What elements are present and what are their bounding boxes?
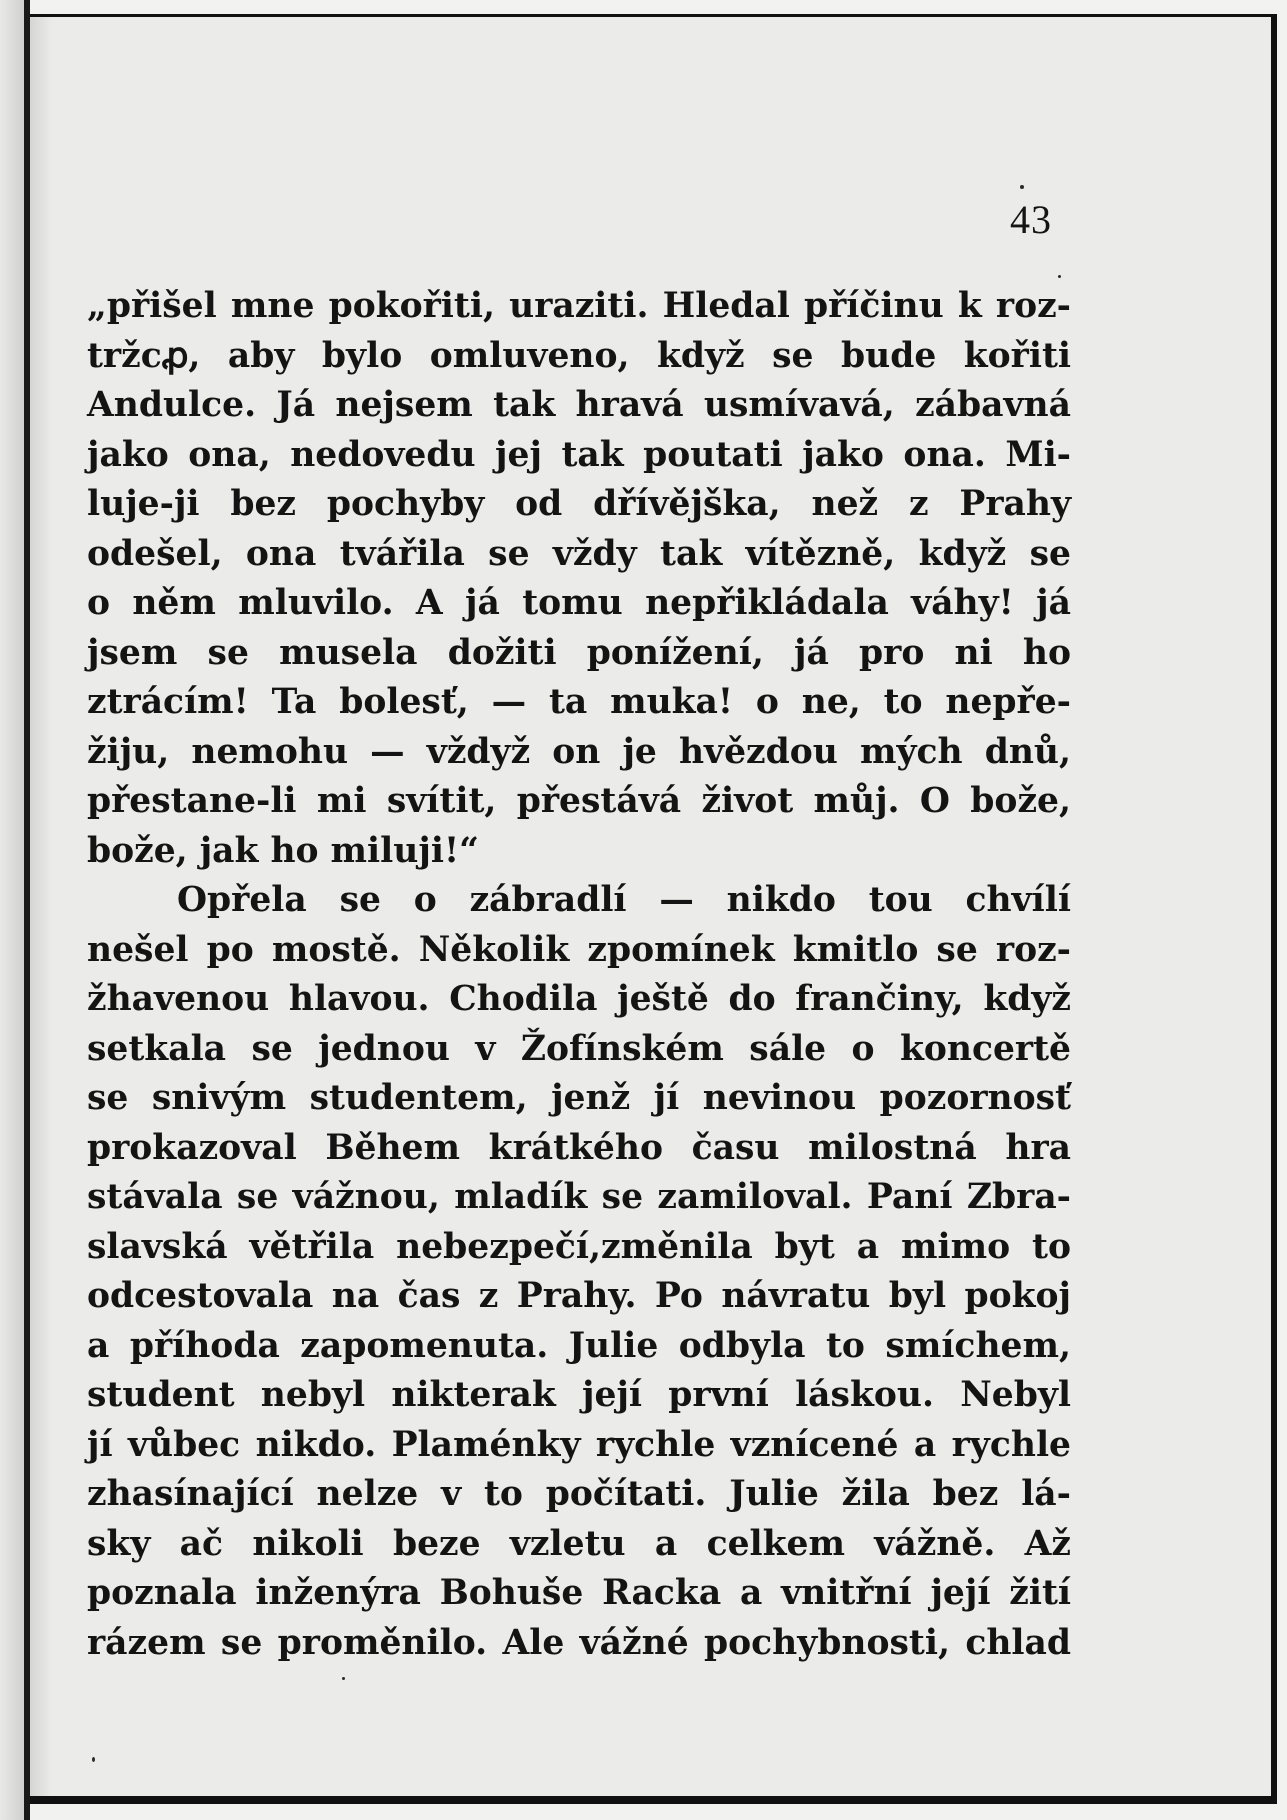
text-line: bože, jak ho miluji!“	[87, 830, 479, 871]
text-line: student nebyl nikterak její první láskou. Nebyl	[87, 1375, 1071, 1415]
text-line: jí vůbec nikdo. Plaménky rychle vznícené a rychle	[87, 1424, 1071, 1465]
text-line: sky ač nikoli beze vzletu a celkem vážně. Až	[87, 1523, 1071, 1564]
previous-page-edge	[0, 0, 26, 1820]
text-line: „přišel mne pokořiti, uraziti. Hledal příčinu k roz-	[87, 286, 1071, 326]
text-line: a příhoda zapomenuta. Julie odbyla to smíchem,	[87, 1325, 1071, 1366]
paper-speck	[1058, 275, 1061, 278]
paper-speck	[92, 1757, 95, 1762]
paper-speck	[342, 1677, 345, 1680]
text-line: odešel, ona tvářila se vždy tak vítězně, když se	[87, 533, 1071, 574]
text-line: setkala se jednou v Žofínském sále o koncertě	[87, 1028, 1071, 1069]
text-line: o něm mluvilo. A já tomu nepřikládala váhy! já	[87, 583, 1071, 623]
text-line: luje-ji bez pochyby od dřívějška, než z Prahy	[87, 484, 1071, 524]
text-line: jsem se musela dožiti ponížení, já pro ni ho	[87, 632, 1071, 673]
text-line: stávala se vážnou, mladík se zamiloval. Paní Zbra-	[87, 1177, 1071, 1217]
text-line: zhasínající nelze v to počítati. Julie žila bez lá-	[87, 1474, 1071, 1514]
text-line: odcestovala na čas z Prahy. Po návratu byl pokoj	[87, 1276, 1071, 1316]
text-line: jako ona, nedovedu jej tak poutati jako ona. Mi-	[87, 434, 1071, 475]
text-line: rázem se proměnilo. Ale vážné pochybnosti, chlad	[87, 1622, 1071, 1663]
text-line: poznala inženýra Bohuše Racka a vnitřní její žití	[87, 1573, 1071, 1613]
text-line: nešel po mostě. Několik zpomínek kmitlo se roz-	[87, 929, 1071, 970]
paper-speck	[1020, 185, 1024, 189]
text-line: Opřela se o zábradlí — nikdo tou chvílí	[177, 880, 1071, 920]
text-line: žiju, nemohu — vždyž on je hvězdou mých dnů,	[87, 731, 1071, 772]
text-line: slavská větřila nebezpečí,změnila byt a mimo to	[87, 1226, 1071, 1267]
text-line: přestane-li mi svítit, přestává život můj. O bože,	[87, 781, 1071, 821]
text-line: se snivým studentem, jenž jí nevinou pozornosť	[87, 1078, 1071, 1118]
text-line: ztrácím! Ta bolesť, — ta muka! o ne, to nepře-	[87, 682, 1071, 722]
text-line: prokazoval Během krátkého času milostná hra	[87, 1127, 1071, 1168]
text-line: Andulce. Já nejsem tak hravá usmívavá, zábavná	[87, 385, 1071, 425]
page-number: 43	[1010, 197, 1052, 242]
text-line: žhavenou hlavou. Chodila ještě do frančiny, když	[87, 979, 1071, 1019]
body-text	[87, 282, 1071, 1668]
text-line: tržcꝓ, aby bylo omluveno, když se bude kořiti	[87, 335, 1071, 376]
